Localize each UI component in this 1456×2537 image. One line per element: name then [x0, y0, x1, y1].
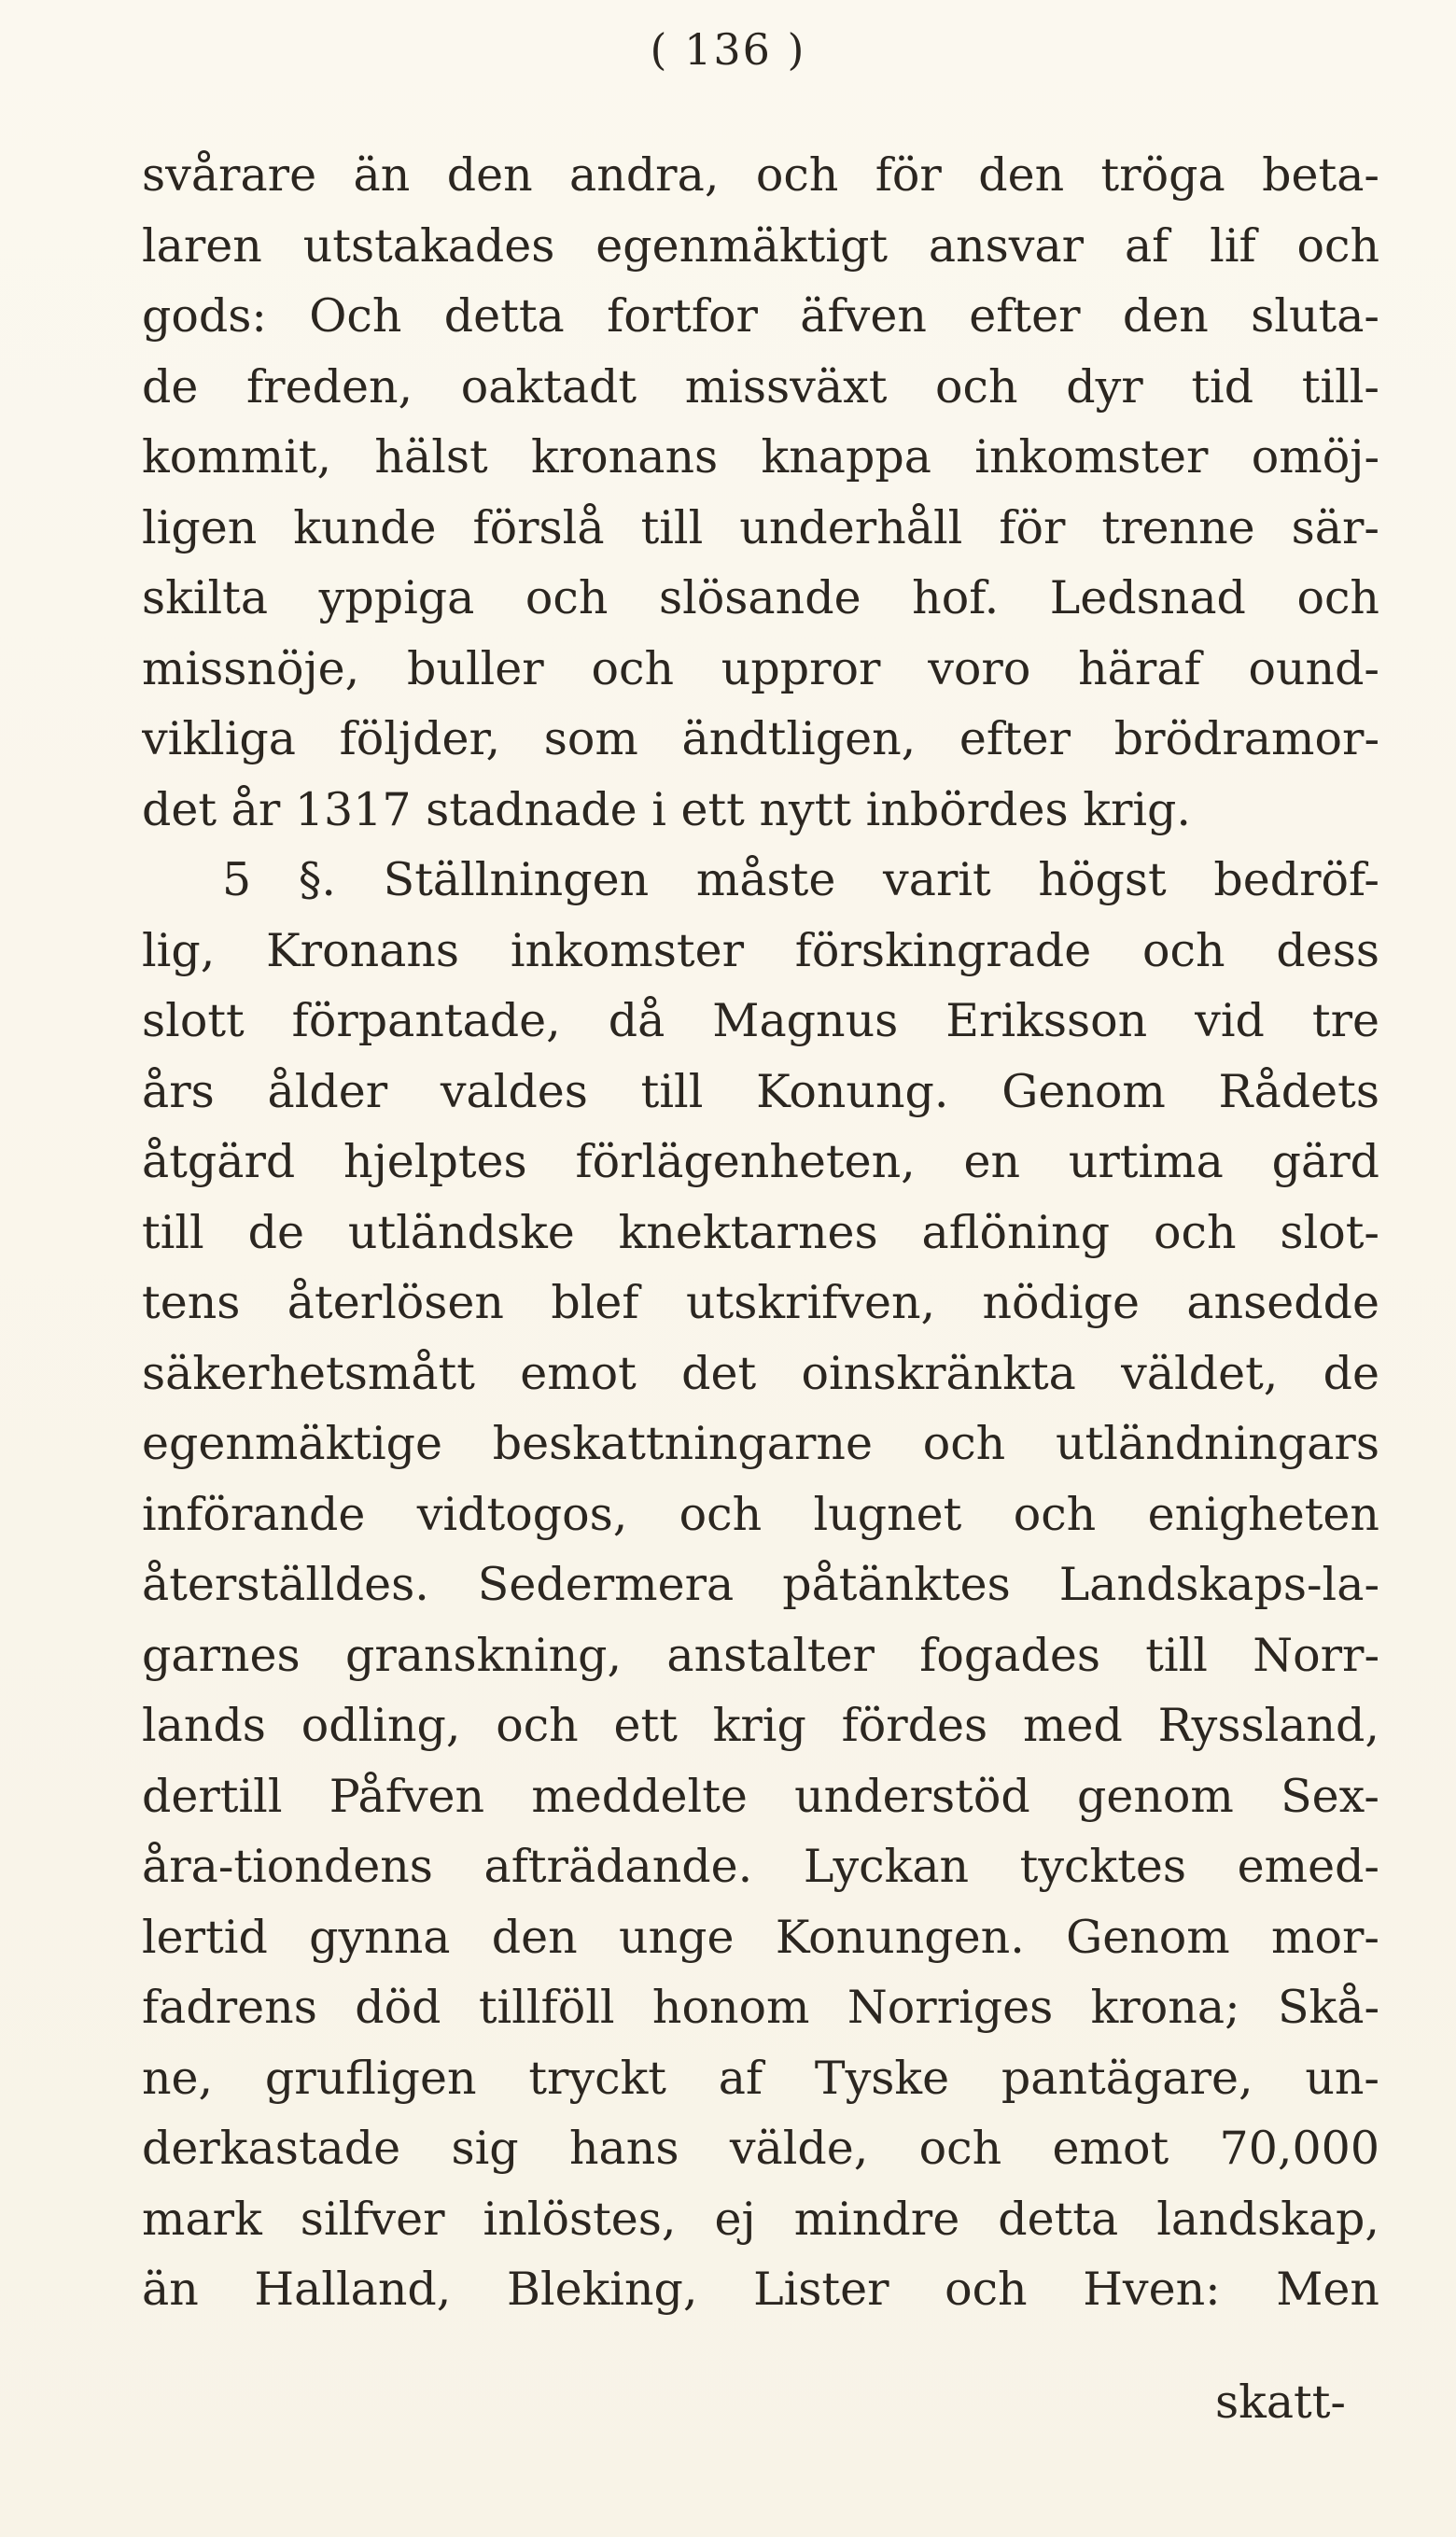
- text-line-26: lertid gynna den unge Konungen. Genom mor-: [142, 1910, 1379, 1964]
- text-line-6: ligen kunde förslå till underhåll för trenne sär-: [142, 500, 1379, 554]
- text-line-24: dertill Påfven meddelte understöd genom Sex-: [142, 1769, 1379, 1823]
- text-line-7: skilta yppiga och slösande hof. Ledsnad och: [142, 571, 1379, 624]
- text-line-28: ne, grufligen tryckt af Tyske pantägare, un-: [142, 2051, 1379, 2105]
- page-number-header: ( 136 ): [650, 24, 806, 75]
- text-line-25: åra-tiondens afträdande. Lyckan tycktes emed-: [142, 1840, 1379, 1893]
- text-line-18: säkerhetsmått emot det oinskränkta väldet, de: [142, 1346, 1379, 1400]
- text-line-17: tens återlösen blef utskrifven, nödige ansedde: [142, 1276, 1379, 1329]
- text-line-10: det år 1317 stadnade i ett nytt inbördes krig.: [142, 782, 1191, 836]
- text-line-22: garnes granskning, anstalter fogades till Norr-: [142, 1628, 1379, 1682]
- text-line-4: de freden, oaktadt missväxt och dyr tid till-: [142, 359, 1379, 413]
- text-line-15: åtgärd hjelptes förlägenheten, en urtima gärd: [142, 1135, 1379, 1188]
- text-line-23: lands odling, och ett krig fördes med Ryssland,: [142, 1699, 1379, 1752]
- text-line-12: lig, Kronans inkomster förskingrade och dess: [142, 923, 1379, 977]
- text-line-19: egenmäktige beskattningarne och utländningars: [142, 1417, 1379, 1470]
- text-line-20: införande vidtogos, och lugnet och enigheten: [142, 1487, 1379, 1541]
- text-line-21: återställdes. Sedermera påtänktes Landskaps-la-: [142, 1558, 1379, 1611]
- text-line-27: fadrens död tillföll honom Norriges krona; Skå-: [142, 1981, 1379, 2034]
- catchword: skatt-: [1215, 2376, 1346, 2429]
- text-line-2: laren utstakades egenmäktigt ansvar af lif och: [142, 218, 1379, 273]
- text-line-5: kommit, hälst kronans knappa inkomster omöj-: [142, 430, 1379, 484]
- text-line-8: missnöje, buller och uppror voro häraf ound-: [142, 641, 1379, 695]
- text-line-1: svårare än den andra, och för den tröga beta-: [142, 148, 1379, 202]
- text-line-3: gods: Och detta fortfor äfven efter den sluta-: [142, 289, 1379, 343]
- text-line-29: derkastade sig hans välde, och emot 70,000: [142, 2122, 1379, 2175]
- text-line-31: än Halland, Bleking, Lister och Hven: Men: [142, 2263, 1379, 2316]
- text-line-9: vikliga följder, som ändtligen, efter brödramor-: [142, 712, 1379, 765]
- section-5-first-line: 5 §. Ställningen måste varit högst bedröf-: [222, 853, 1379, 906]
- text-line-14: års ålder valdes till Konung. Genom Rådets: [142, 1064, 1379, 1118]
- body-text: [142, 140, 1379, 2325]
- text-line-16: till de utländske knektarnes aflöning och slot-: [142, 1205, 1379, 1259]
- text-line-30: mark silfver inlöstes, ej mindre detta landskap,: [142, 2192, 1379, 2246]
- text-line-13: slott förpantade, då Magnus Eriksson vid tre: [142, 994, 1379, 1047]
